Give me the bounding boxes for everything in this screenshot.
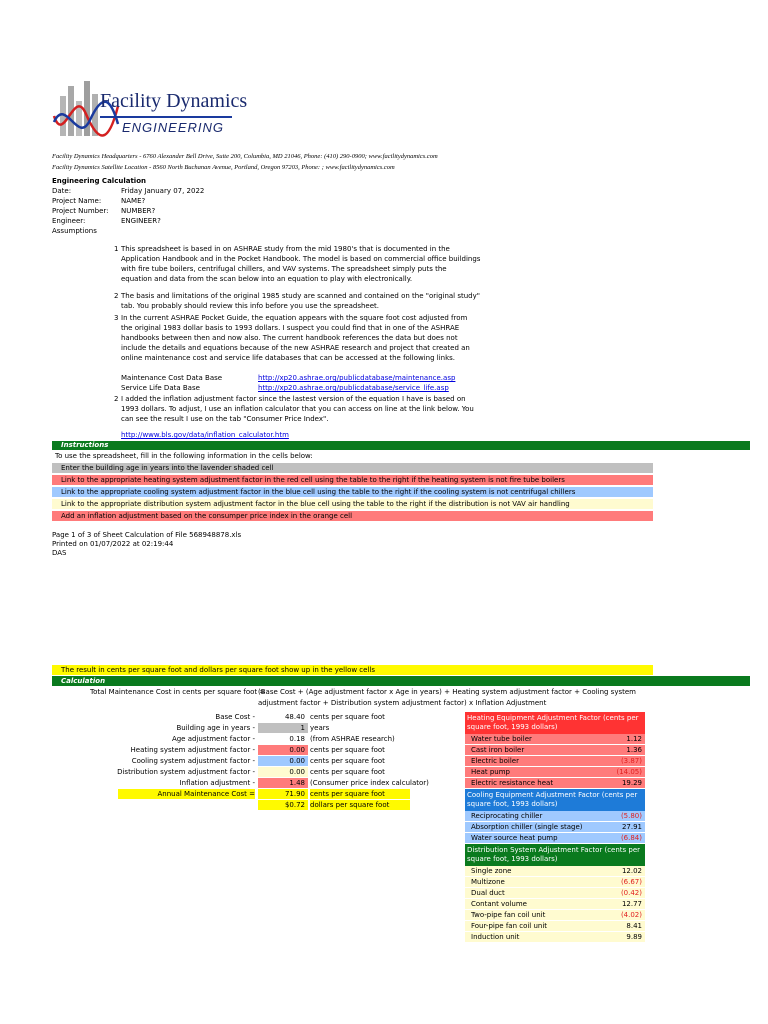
assumption-line: online maintenance cost and service life databases that can be accessed at the following links. [121, 354, 456, 362]
calc-row-label: Building age in years - [176, 724, 255, 732]
calc-row-unit: cents per square foot [310, 768, 385, 776]
heating_table-row-value: 1.12 [626, 735, 642, 743]
formula-line: adjustment factor + Distribution system adjustment factor) x Inflation Adjustment [258, 699, 547, 707]
distribution_table-row[interactable] [465, 899, 645, 909]
heating_table-row-name: Electric boiler [471, 757, 519, 765]
distribution_table-row[interactable] [465, 910, 645, 920]
distribution_table-row-name: Two-pipe fan coil unit [471, 911, 546, 919]
heating_table-row-value: (14.05) [616, 768, 642, 776]
calc-row-value: 0.18 [289, 735, 305, 743]
heating_table-row[interactable] [465, 767, 645, 777]
calc-row-unit: cents per square foot [310, 713, 385, 721]
assumption-4-line: can see the result I use on the tab "Consumer Price Index". [121, 415, 329, 423]
project-field-value: ENGINEER? [121, 217, 161, 225]
calc-row-unit: cents per square foot [310, 789, 410, 799]
heating_table-row-value: (3.87) [620, 757, 642, 765]
maintenance-db-label: Maintenance Cost Data Base [121, 374, 223, 382]
inflation-calculator-link[interactable]: http://www.bls.gov/data/inflation_calculator.htm [121, 431, 289, 439]
cooling_table-heading: Cooling Equipment Adjustment Factor (cents per square foot, 1993 dollars) [465, 789, 645, 811]
cooling_table-row-value: 27.91 [621, 823, 642, 831]
heating_table-row-name: Heat pump [471, 768, 510, 776]
heating_table-row-name: Cast iron boiler [471, 746, 525, 754]
distribution_table-row-name: Contant volume [471, 900, 527, 908]
cooling_table-row-name: Absorption chiller (single stage) [471, 823, 583, 831]
distribution_table-row[interactable] [465, 888, 645, 898]
calc-row-value: 71.90 [258, 789, 308, 799]
assumption-line: In the current ASHRAE Pocket Guide, the equation appears with the square foot cost adjusted from [121, 314, 468, 322]
instructions-intro: To use the spreadsheet, fill in the following information in the cells below: [55, 452, 313, 460]
instruction-step-heating: Link to the appropriate heating system adjustment factor in the red cell using the table to the right if the heating system is not fire tube boilers [52, 475, 653, 485]
project-field-label: Assumptions [52, 227, 97, 235]
assumption-line: Application Handbook and in the Pocket Handbook. The model is based on commercial office buildings [121, 255, 481, 263]
project-field-label: Date: [52, 187, 72, 195]
assumption-line: equation and data from the scan below into an equation to play with electronically. [121, 275, 413, 283]
calc-row-unit: cents per square foot [310, 757, 385, 765]
assumption-4-line: 1993 dollars. To adjust, I use an inflation calculator that you can access on line at the link below. You [121, 405, 474, 413]
distribution_table-row[interactable] [465, 921, 645, 931]
calc-row-label: Distribution system adjustment factor - [117, 768, 255, 776]
heating_table-row-value: 19.29 [621, 779, 642, 787]
assumption-number: 3 [114, 314, 119, 322]
calc-row-unit: (from ASHRAE research) [310, 735, 395, 743]
distribution_table-heading: Distribution System Adjustment Factor (cents per square foot, 1993 dollars) [465, 844, 645, 866]
calc-row-value[interactable]: 1 [258, 723, 308, 733]
assumption-line: handbooks between then and now also. The current handbook references the data but does not [121, 334, 458, 342]
author-initials: DAS [52, 549, 67, 557]
heating_table-row-name: Water tube boiler [471, 735, 532, 743]
distribution_table-row-value: (4.02) [620, 911, 642, 919]
distribution_table-row-name: Multizone [471, 878, 505, 886]
instruction-step-age: Enter the building age in years into the lavender shaded cell [52, 463, 653, 473]
cooling_table-row[interactable] [465, 822, 645, 832]
project-field-value: NAME? [121, 197, 146, 205]
calculation-heading: Calculation [52, 676, 750, 686]
maintenance-db-link[interactable]: http://xp20.ashrae.org/publicdatabase/maintenance.asp [258, 374, 456, 382]
formula-line: (Base Cost + (Age adjustment factor x Age in years) + Heating system adjustment factor + Cooling system [258, 688, 636, 696]
calc-row-unit: dollars per square foot [310, 800, 410, 810]
calc-row-value[interactable]: 1.48 [258, 778, 308, 788]
assumption-number: 2 [114, 292, 119, 300]
logo-name: Facility Dynamics [100, 90, 248, 112]
calc-row-value: $0.72 [258, 800, 308, 810]
distribution_table-row-value: 8.41 [626, 922, 642, 930]
assumption-4-line: I added the inflation adjustment factor since the lastest version of the equation I have is based on [121, 395, 466, 403]
printed-info: Printed on 01/07/2022 at 02:19:44 [52, 540, 174, 548]
calc-row-unit: cents per square foot [310, 746, 385, 754]
project-field-label: Project Number: [52, 207, 109, 215]
formula-label: Total Maintenance Cost in cents per square foot = [90, 688, 266, 696]
heating_table-row[interactable] [465, 778, 645, 788]
cooling_table-row-name: Reciprocating chiller [471, 812, 543, 820]
assumption-line: tab. You probably should review this info before you use the spreadsheet. [121, 302, 379, 310]
calc-row-value[interactable]: 0.00 [258, 767, 308, 777]
distribution_table-row[interactable] [465, 866, 645, 876]
distribution_table-row-name: Induction unit [471, 933, 520, 941]
distribution_table-row-value: (0.42) [620, 889, 642, 897]
cooling_table-row-value: (5.80) [620, 812, 642, 820]
cooling_table-row-name: Water source heat pump [471, 834, 558, 842]
calc-row-label: Annual Maintenance Cost = [118, 789, 255, 799]
heating_table-row-value: 1.36 [626, 746, 642, 754]
project-field-label: Engineer: [52, 217, 86, 225]
heating_table-row[interactable] [465, 745, 645, 755]
instruction-step-inflation: Add an inflation adjustment based on the consumper price index in the orange cell [52, 511, 653, 521]
logo-rule [100, 116, 232, 118]
assumption-4-number: 2 [114, 395, 119, 403]
cooling_table-row[interactable] [465, 811, 645, 821]
result-note: The result in cents per square foot and dollars per square foot show up in the yellow cells [52, 665, 653, 675]
distribution_table-row-name: Single zone [471, 867, 512, 875]
calc-row-label: Inflation adjustment - [179, 779, 255, 787]
calc-row-label: Age adjustment factor - [171, 735, 255, 743]
calc-title: Engineering Calculation [52, 177, 146, 185]
project-field-value: NUMBER? [121, 207, 156, 215]
instruction-step-distribution: Link to the appropriate distribution system adjustment factor in the blue cell using the table to the right if the distribution is not VAV air handling [52, 499, 653, 509]
calc-row-label: Base Cost - [215, 713, 255, 721]
assumption-line: This spreadsheet is based in on ASHRAE study from the mid 1980's that is documented in the [121, 245, 450, 253]
instructions-heading: Instructions [52, 441, 750, 450]
assumption-line: include the details and equations because of the new ASHRAE research and project that created an [121, 344, 470, 352]
hq-address: Facility Dynamics Headquarters - 6760 Alexander Bell Drive, Suite 200, Columbia, MD 21046, Phone: (410) 290-0900; www.facilitydynamics.com [52, 153, 438, 160]
distribution_table-row-value: 12.02 [621, 867, 642, 875]
project-field-value: Friday January 07, 2022 [121, 187, 205, 195]
heating_table-heading: Heating Equipment Adjustment Factor (cents per square foot, 1993 dollars) [465, 712, 645, 734]
calc-row-label: Heating system adjustment factor - [130, 746, 255, 754]
calc-row-value[interactable]: 0.00 [258, 756, 308, 766]
distribution_table-row-value: (6.67) [620, 878, 642, 886]
company-logo [52, 76, 248, 156]
assumption-number: 1 [114, 245, 119, 253]
assumption-line: the original 1983 dollar basis to 1993 dollars. I suspect you could find that in one of the ASHRAE [121, 324, 460, 332]
page-info: Page 1 of 3 of Sheet Calculation of File 568948878.xls [52, 531, 242, 539]
distribution_table-row-name: Four-pipe fan coil unit [471, 922, 548, 930]
cooling_table-row[interactable] [465, 833, 645, 843]
cooling_table-row-value: (6.84) [620, 834, 642, 842]
distribution_table-row-name: Dual duct [471, 889, 505, 897]
calc-row-label: Cooling system adjustment factor - [131, 757, 255, 765]
heating_table-row[interactable] [465, 734, 645, 744]
heating_table-row[interactable] [465, 756, 645, 766]
calc-row-value[interactable]: 0.00 [258, 745, 308, 755]
heating_table-row-name: Electric resistance heat [471, 779, 554, 787]
logo-subtitle: ENGINEERING [122, 120, 225, 135]
assumption-line: The basis and limitations of the original 1985 study are scanned and contained on the "original study" [121, 292, 480, 300]
service-life-db-label: Service Life Data Base [121, 384, 200, 392]
calc-row-value: 48.40 [284, 713, 305, 721]
project-field-label: Project Name: [52, 197, 102, 205]
calc-row-unit: years [310, 724, 330, 732]
service-life-db-link[interactable]: http://xp20.ashrae.org/publicdatabase/service_life.asp [258, 384, 449, 392]
satellite-address: Facility Dynamics Satellite Location - 8560 North Buchanan Avenue, Portland, Oregon 97203, Phone: ; www.facilitydynamics.com [52, 164, 395, 171]
distribution_table-row[interactable] [465, 877, 645, 887]
distribution_table-row[interactable] [465, 932, 645, 942]
distribution_table-row-value: 12.77 [621, 900, 642, 908]
distribution_table-row-value: 9.89 [626, 933, 642, 941]
calc-row-unit: (Consumer price index calculator) [310, 779, 429, 787]
assumption-line: with fire tube boilers, centrifugal chillers, and VAV systems. The spreadsheet simply puts the [121, 265, 447, 273]
instruction-step-cooling: Link to the appropriate cooling system adjustment factor in the blue cell using the table to the right if the cooling system is not centrifugal chillers [52, 487, 653, 497]
